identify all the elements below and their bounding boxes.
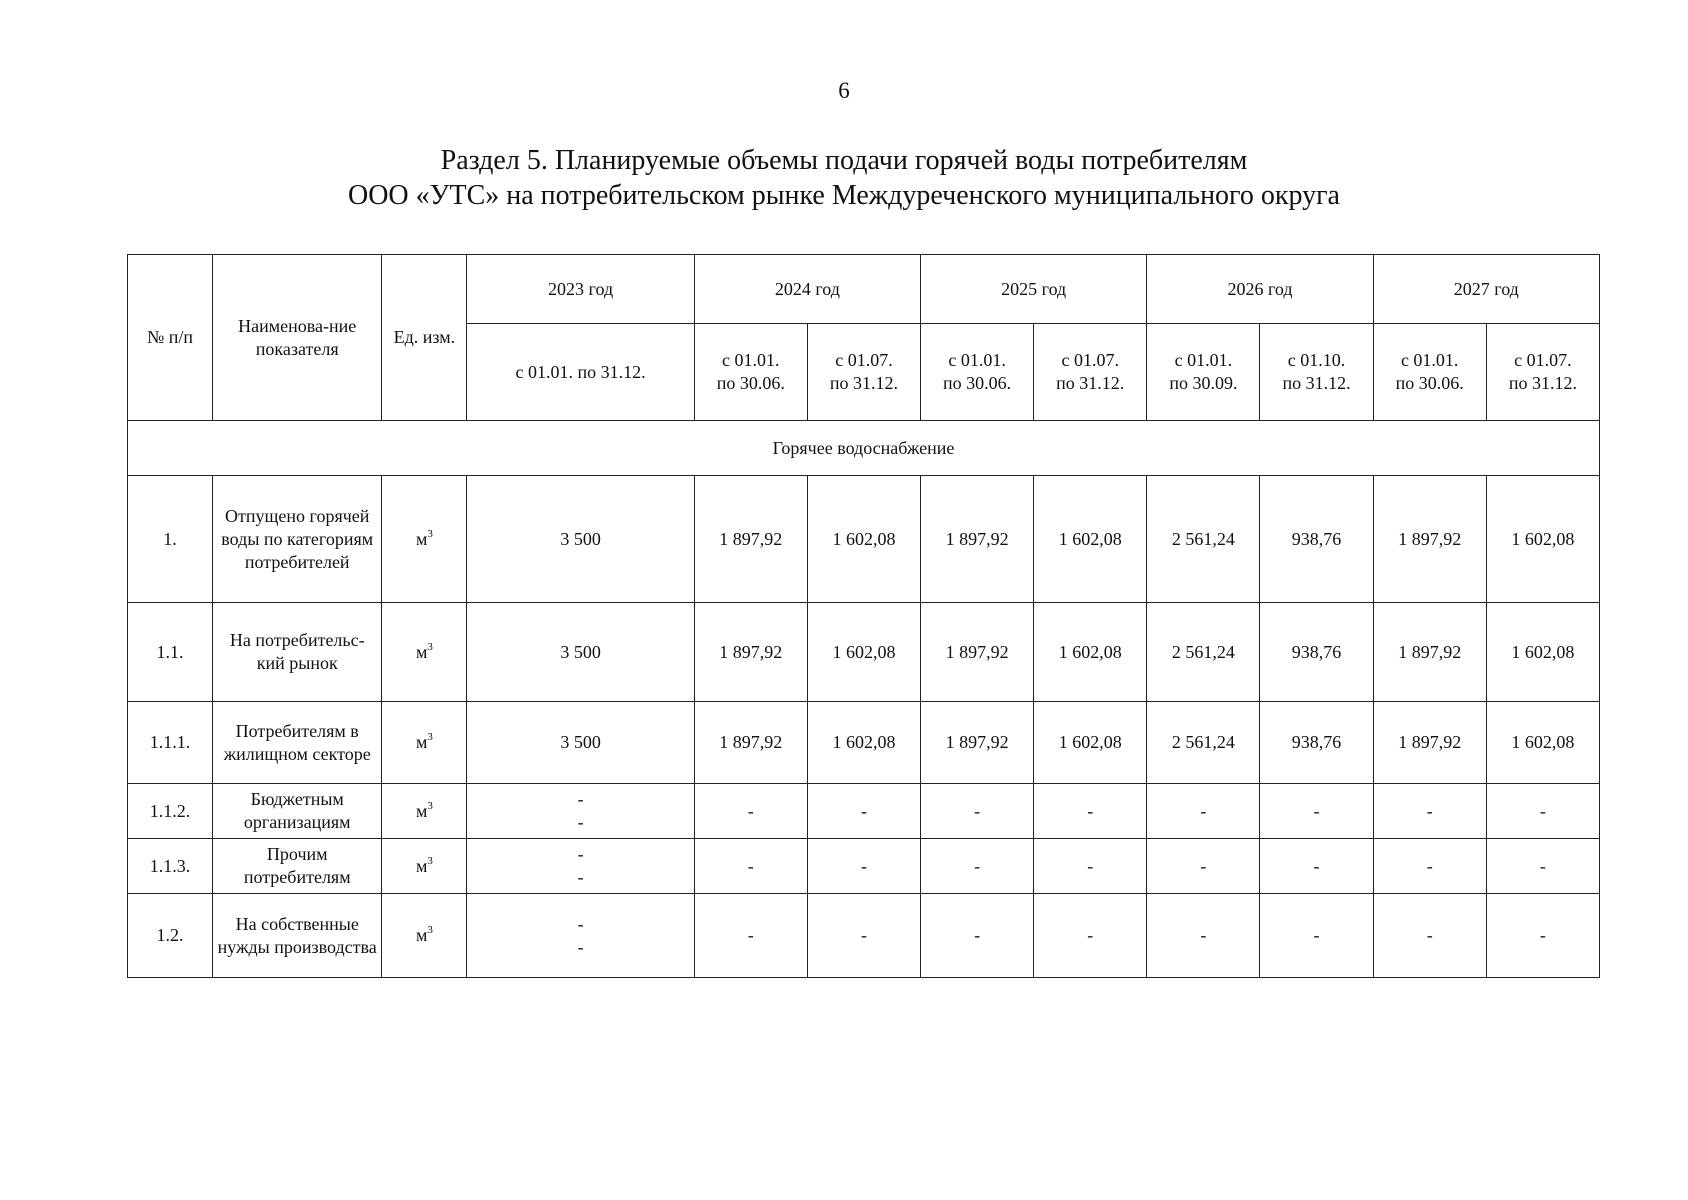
row-value: - [694, 894, 807, 978]
header-period [807, 324, 920, 421]
row-value: 3 500 [467, 476, 694, 603]
header-period-line2: по 30.09. [1169, 373, 1238, 393]
header-period-line2: по 31.12. [829, 373, 899, 393]
row-value: - [921, 894, 1034, 978]
row-value-line2: - [577, 812, 584, 832]
row-value: - [1034, 784, 1147, 839]
row-value-line1: - [577, 844, 584, 864]
unit-exponent: 3 [427, 731, 433, 743]
row-value: - [1147, 784, 1260, 839]
header-period-line1: с 01.01. по 31.12. [515, 361, 646, 382]
row-value: - [921, 784, 1034, 839]
table-row [128, 476, 1600, 603]
row-number: 1.2. [128, 894, 213, 978]
header-period-line2: по 30.06. [1395, 373, 1464, 393]
header-period-line1: с 01.01. [1400, 350, 1459, 370]
row-value: 938,76 [1260, 702, 1373, 784]
row-unit: $м^3$ [382, 702, 467, 784]
page-number: 6 [838, 78, 850, 103]
header-unit: Ед. изм. [382, 255, 467, 421]
header-num: № п/п [128, 255, 213, 421]
row-number: 1. [128, 476, 213, 603]
row-value: 1 602,08 [1486, 476, 1599, 603]
row-number: 1.1. [128, 603, 213, 702]
table-row [128, 839, 1600, 894]
header-period [1486, 324, 1599, 421]
header-period-line1: с 01.01. [1174, 350, 1233, 370]
unit-exponent: 3 [427, 527, 433, 540]
header-period [1373, 324, 1486, 421]
row-value: 1 897,92 [1373, 603, 1486, 702]
row-value [467, 839, 694, 894]
row-value: - [1486, 894, 1599, 978]
row-value: - [1034, 894, 1147, 978]
row-value: - [694, 784, 807, 839]
header-period-line2: по 31.12. [1056, 373, 1125, 393]
row-value: 1 602,08 [1486, 702, 1599, 784]
row-value: 1 897,92 [1373, 702, 1486, 784]
header-period-line1: с 01.10. [1287, 350, 1346, 370]
row-value: - [1486, 784, 1599, 839]
row-value: - [1373, 784, 1486, 839]
row-value-line1: - [577, 913, 584, 934]
row-value: 1 897,92 [694, 603, 807, 702]
header-period [694, 324, 807, 421]
row-value: 3 500 [467, 702, 694, 784]
header-indicator-name: Наименова-ние показателя [213, 255, 382, 421]
row-value: 2 561,24 [1147, 702, 1260, 784]
table-row [128, 702, 1600, 784]
row-value: - [1260, 894, 1373, 978]
row-value: 1 897,92 [694, 702, 807, 784]
header-period-line1: с 01.07. [1061, 350, 1119, 370]
row-value: 1 602,08 [807, 603, 920, 702]
row-value: - [807, 839, 920, 894]
header-period-line2: по 31.12. [1508, 373, 1577, 393]
section-label: Горячее водоснабжение [128, 421, 1600, 476]
unit-exponent: 3 [427, 924, 433, 936]
header-period [467, 324, 694, 421]
row-indicator-name: Потребителям в жилищном секторе [213, 702, 382, 784]
row-value: 1 897,92 [1373, 476, 1486, 603]
row-value: 938,76 [1260, 476, 1373, 603]
row-value: - [1147, 839, 1260, 894]
row-value: 938,76 [1260, 603, 1373, 702]
unit-exponent: 3 [427, 640, 433, 653]
row-value: - [694, 839, 807, 894]
row-value: - [807, 894, 920, 978]
row-number: 1.1.1. [128, 702, 213, 784]
row-value [467, 784, 694, 839]
table-body [128, 476, 1600, 978]
header-row-years [128, 255, 1600, 324]
row-value: - [921, 839, 1034, 894]
row-value: - [1034, 839, 1147, 894]
header-period-line1: с 01.07. [835, 350, 893, 370]
row-value [467, 894, 694, 978]
row-value: 1 602,08 [807, 476, 920, 603]
row-value: 2 561,24 [1147, 603, 1260, 702]
row-value: 1 602,08 [1034, 603, 1147, 702]
header-period-line2: по 30.06. [716, 373, 785, 393]
header-year-2024: 2024 год [694, 255, 920, 324]
unit-exponent: 3 [427, 799, 433, 812]
row-indicator-name: Бюджетным организациям [213, 784, 382, 839]
row-value-line2: - [577, 867, 584, 887]
row-number: 1.1.3. [128, 839, 213, 894]
row-indicator-name: Прочим потребителям [213, 839, 382, 894]
row-unit: $м^3$ [382, 894, 467, 978]
row-value: 1 602,08 [1034, 702, 1147, 784]
section-row [128, 421, 1600, 476]
row-indicator-name: На потребительс-кий рынок [213, 603, 382, 702]
header-period [1260, 324, 1373, 421]
row-value: 1 602,08 [1034, 476, 1147, 603]
row-value: 3 500 [467, 603, 694, 702]
row-indicator-name: На собственные нужды производства [213, 894, 382, 978]
row-value: - [1260, 839, 1373, 894]
header-period-line1: с 01.01. [948, 350, 1006, 370]
table-row [128, 894, 1600, 978]
header-period-line1: с 01.07. [1514, 350, 1572, 370]
row-value: 1 602,08 [1486, 603, 1599, 702]
header-period [1147, 324, 1260, 421]
row-value-line2: - [577, 936, 584, 957]
table-row [128, 603, 1600, 702]
row-unit: $м^3$ [382, 603, 467, 702]
row-unit: $м^3$ [382, 476, 467, 603]
header-period-line2: по 31.12. [1282, 373, 1351, 393]
row-unit: $м^3$ [382, 839, 467, 894]
row-value-line1: - [577, 789, 584, 809]
hot-water-volume-table [127, 254, 1600, 978]
header-period-line1: с 01.01. [722, 350, 780, 370]
row-value: - [1373, 839, 1486, 894]
row-indicator-name: Отпущено горячей воды по категориям потребителей [213, 476, 382, 603]
row-value: 1 897,92 [921, 702, 1034, 784]
table-row [128, 784, 1600, 839]
row-value: 1 897,92 [921, 603, 1034, 702]
header-year-2025: 2025 год [921, 255, 1147, 324]
row-unit: $м^3$ [382, 784, 467, 839]
row-number: 1.1.2. [128, 784, 213, 839]
row-value: - [1486, 839, 1599, 894]
title-line-1: Раздел 5. Планируемые объемы подачи горячей воды потребителям [440, 145, 1248, 176]
title-line-2: ООО «УТС» на потребительском рынке Междуреченского муниципального округа [347, 180, 1340, 211]
row-value: - [807, 784, 920, 839]
header-year-2027: 2027 год [1373, 255, 1599, 324]
header-period [1034, 324, 1147, 421]
row-value: 1 602,08 [807, 702, 920, 784]
header-period-line2: по 30.06. [943, 373, 1012, 393]
page-title [0, 143, 1688, 213]
row-value: - [1147, 894, 1260, 978]
row-value: 1 897,92 [921, 476, 1034, 603]
row-value: - [1260, 784, 1373, 839]
header-year-2023: 2023 год [467, 255, 694, 324]
row-value: 1 897,92 [694, 476, 807, 603]
header-period [921, 324, 1034, 421]
header-year-2026: 2026 год [1147, 255, 1373, 324]
row-value: 2 561,24 [1147, 476, 1260, 603]
unit-exponent: 3 [427, 854, 433, 867]
row-value: - [1373, 894, 1486, 978]
